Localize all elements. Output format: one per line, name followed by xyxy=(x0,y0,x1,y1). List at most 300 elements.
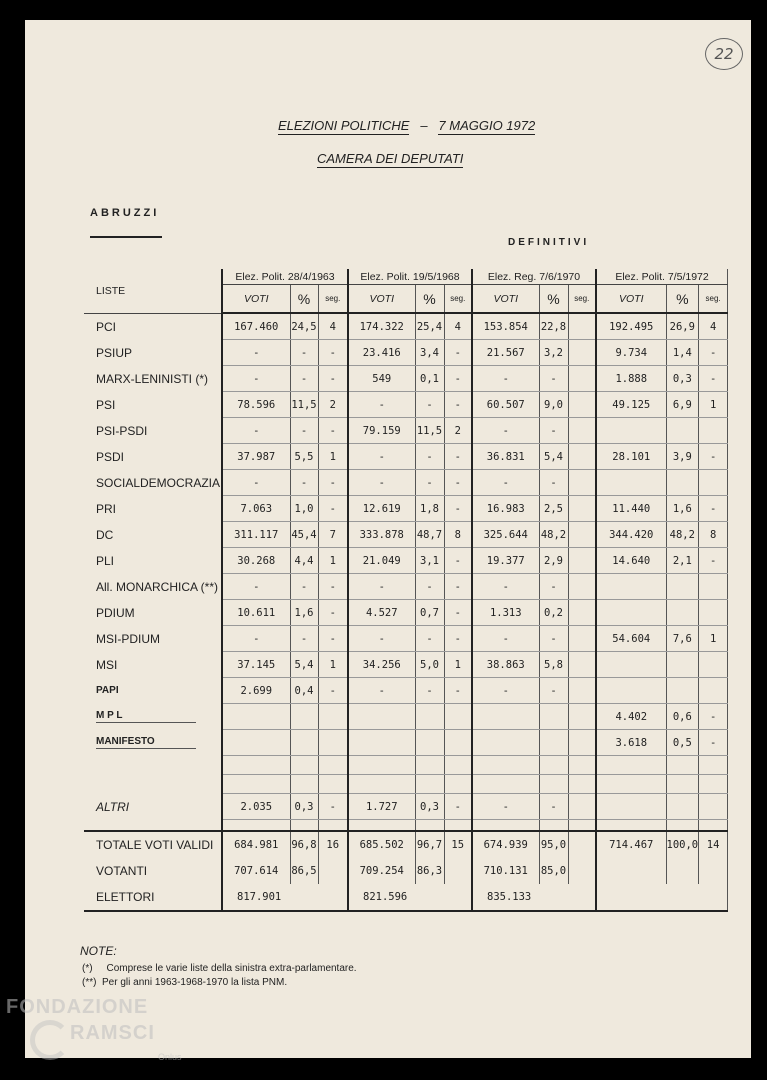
pct-cell xyxy=(666,600,699,626)
seg-cell: - xyxy=(444,626,472,652)
row-label: VOTANTI xyxy=(84,858,222,884)
pct-cell: - xyxy=(415,626,444,652)
voti-cell: 21.567 xyxy=(472,340,539,366)
title-part-2: 7 MAGGIO 1972 xyxy=(438,118,536,133)
seg-cell xyxy=(699,600,728,626)
row-label: PLI xyxy=(84,548,222,574)
seg-cell: - xyxy=(318,496,348,522)
pct-cell: 1,6 xyxy=(666,496,699,522)
pct-cell: - xyxy=(415,678,444,704)
seg-cell xyxy=(444,858,472,884)
seg-cell xyxy=(568,831,596,858)
voti-cell: 12.619 xyxy=(348,496,415,522)
seg-cell: - xyxy=(699,496,728,522)
row-label-text: MANIFESTO xyxy=(96,736,196,749)
table-row xyxy=(84,418,728,444)
pct-cell xyxy=(539,704,568,730)
voti-cell: 333.878 xyxy=(348,522,415,548)
voti-cell xyxy=(596,678,666,704)
pct-cell: 25,4 xyxy=(415,313,444,340)
seg-cell xyxy=(318,858,348,884)
voti-cell: 714.467 xyxy=(596,831,666,858)
pct-cell: - xyxy=(539,418,568,444)
pct-cell xyxy=(666,470,699,496)
voti-cell: 174.322 xyxy=(348,313,415,340)
voti-cell: 707.614 xyxy=(222,858,290,884)
liste-header: LISTE xyxy=(84,269,222,313)
voti-cell: 153.854 xyxy=(472,313,539,340)
seg-cell: - xyxy=(699,704,728,730)
seg-cell: 1 xyxy=(318,548,348,574)
voti-cell: 192.495 xyxy=(596,313,666,340)
seg-cell: - xyxy=(699,444,728,470)
pct-cell: 0,7 xyxy=(415,600,444,626)
seg-cell xyxy=(568,366,596,392)
results-table xyxy=(84,269,728,912)
seg-cell xyxy=(568,313,596,340)
watermark-line-2: RAMSCI xyxy=(70,1022,155,1044)
voti-cell: - xyxy=(472,794,539,820)
voti-header: VOTI xyxy=(596,285,666,314)
seg-cell: 15 xyxy=(444,831,472,858)
voti-cell: - xyxy=(222,418,290,444)
pct-cell: 0,3 xyxy=(415,794,444,820)
watermark-line-1: FONDAZIONE xyxy=(6,996,149,1018)
row-label: DC xyxy=(84,522,222,548)
seg-cell: 8 xyxy=(444,522,472,548)
table-row xyxy=(84,470,728,496)
seg-header: seg. xyxy=(699,285,728,314)
voti-cell: 4.527 xyxy=(348,600,415,626)
group-header: Elez. Polit. 7/5/1972 xyxy=(596,269,728,285)
seg-cell: 14 xyxy=(699,831,728,858)
voti-cell: 2.699 xyxy=(222,678,290,704)
seg-cell xyxy=(568,794,596,820)
group-header: Elez. Polit. 28/4/1963 xyxy=(222,269,348,285)
voti-cell: 38.863 xyxy=(472,652,539,678)
pct-header: % xyxy=(415,285,444,314)
pct-cell: - xyxy=(290,574,318,600)
row-label: ELETTORI xyxy=(84,884,222,911)
seg-cell: - xyxy=(444,548,472,574)
pct-cell: - xyxy=(290,626,318,652)
pct-cell: - xyxy=(415,444,444,470)
voti-cell: 28.101 xyxy=(596,444,666,470)
pct-cell: 95,0 xyxy=(539,831,568,858)
seg-cell: 4 xyxy=(699,313,728,340)
pct-cell: 24,5 xyxy=(290,313,318,340)
seg-header: seg. xyxy=(318,285,348,314)
row-label: MSI-PDIUM xyxy=(84,626,222,652)
voti-cell xyxy=(596,794,666,820)
seg-cell: - xyxy=(444,600,472,626)
seg-cell: - xyxy=(318,678,348,704)
row-label xyxy=(84,704,222,730)
pct-cell: - xyxy=(539,794,568,820)
seg-cell: - xyxy=(318,574,348,600)
seg-cell: 2 xyxy=(444,418,472,444)
blank-row xyxy=(84,775,728,794)
row-label-text: M P L xyxy=(96,710,196,723)
voti-cell: 4.402 xyxy=(596,704,666,730)
note-item xyxy=(82,963,357,974)
pct-cell: - xyxy=(290,366,318,392)
pct-cell: 0,5 xyxy=(666,730,699,756)
voti-cell: - xyxy=(472,366,539,392)
table-row xyxy=(84,522,728,548)
voti-cell: - xyxy=(348,626,415,652)
seg-cell: - xyxy=(444,574,472,600)
seg-cell xyxy=(699,470,728,496)
voti-cell: - xyxy=(472,574,539,600)
pct-cell xyxy=(666,418,699,444)
note-mark: (**) xyxy=(82,977,97,988)
row-label: TOTALE VOTI VALIDI xyxy=(84,831,222,858)
voti-cell: 34.256 xyxy=(348,652,415,678)
seg-cell xyxy=(568,496,596,522)
pct-cell: 5,4 xyxy=(539,444,568,470)
note-text: Per gli anni 1963-1968-1970 la lista PNM. xyxy=(102,977,288,988)
row-label: PRI xyxy=(84,496,222,522)
seg-cell: - xyxy=(699,366,728,392)
pct-cell: 2,5 xyxy=(539,496,568,522)
row-label xyxy=(84,730,222,756)
note-text: Comprese le varie liste della sinistra extra-parlamentare. xyxy=(106,963,357,974)
seg-cell xyxy=(568,678,596,704)
watermark-line-3: Onlus xyxy=(158,1052,182,1062)
note-mark: (*) xyxy=(82,963,93,974)
seg-cell xyxy=(568,704,596,730)
pct-cell: 0,6 xyxy=(666,704,699,730)
pct-cell: 6,9 xyxy=(666,392,699,418)
region-underline xyxy=(90,236,162,238)
seg-cell: - xyxy=(444,496,472,522)
voti-cell: 9.734 xyxy=(596,340,666,366)
seg-cell xyxy=(568,574,596,600)
seg-cell: - xyxy=(444,366,472,392)
seg-cell: - xyxy=(444,392,472,418)
elettori-cell xyxy=(596,884,728,911)
pct-cell: - xyxy=(415,574,444,600)
pct-cell: - xyxy=(415,392,444,418)
pct-cell: 0,3 xyxy=(666,366,699,392)
voti-cell xyxy=(596,418,666,444)
pct-cell: 1,6 xyxy=(290,600,318,626)
pct-cell: 0,4 xyxy=(290,678,318,704)
seg-cell xyxy=(444,704,472,730)
group-header: Elez. Reg. 7/6/1970 xyxy=(472,269,596,285)
table-row xyxy=(84,392,728,418)
pct-cell xyxy=(415,704,444,730)
row-label: PSDI xyxy=(84,444,222,470)
document-subtitle: CAMERA DEI DEPUTATI xyxy=(317,151,464,166)
pct-cell xyxy=(290,704,318,730)
seg-cell xyxy=(318,730,348,756)
pct-cell xyxy=(415,730,444,756)
seg-cell: 1 xyxy=(444,652,472,678)
pct-cell: - xyxy=(539,626,568,652)
voti-cell: - xyxy=(222,366,290,392)
voti-cell: 2.035 xyxy=(222,794,290,820)
table-row xyxy=(84,626,728,652)
elettori-cell: 835.133 xyxy=(472,884,596,911)
seg-cell: - xyxy=(444,470,472,496)
voti-cell: 684.981 xyxy=(222,831,290,858)
pct-cell: 7,6 xyxy=(666,626,699,652)
pct-cell: - xyxy=(290,340,318,366)
pct-cell: - xyxy=(290,470,318,496)
page-number-mark: 22 xyxy=(705,38,743,70)
seg-cell: 8 xyxy=(699,522,728,548)
voti-cell: 1.888 xyxy=(596,366,666,392)
pct-cell: 11,5 xyxy=(290,392,318,418)
voti-header: VOTI xyxy=(472,285,539,314)
pct-header: % xyxy=(666,285,699,314)
table-row xyxy=(84,366,728,392)
notes-heading: NOTE: xyxy=(80,944,117,958)
pct-cell: 3,4 xyxy=(415,340,444,366)
elettori-cell: 821.596 xyxy=(348,884,472,911)
pct-cell xyxy=(666,678,699,704)
pct-cell: 85,0 xyxy=(539,858,568,884)
table-row xyxy=(84,548,728,574)
voti-cell: 3.618 xyxy=(596,730,666,756)
voti-cell: 1.313 xyxy=(472,600,539,626)
seg-cell xyxy=(568,418,596,444)
group-header: Elez. Polit. 19/5/1968 xyxy=(348,269,472,285)
seg-cell: - xyxy=(699,730,728,756)
seg-cell xyxy=(699,678,728,704)
elettori-cell: 817.901 xyxy=(222,884,348,911)
seg-cell: 1 xyxy=(699,626,728,652)
seg-cell: - xyxy=(699,340,728,366)
voti-cell xyxy=(596,600,666,626)
voti-cell: 549 xyxy=(348,366,415,392)
seg-header: seg. xyxy=(444,285,472,314)
pct-cell xyxy=(666,794,699,820)
seg-header: seg. xyxy=(568,285,596,314)
seg-cell xyxy=(568,626,596,652)
seg-cell: 1 xyxy=(318,652,348,678)
pct-cell: 48,2 xyxy=(539,522,568,548)
pct-cell: - xyxy=(539,574,568,600)
voti-cell: 79.159 xyxy=(348,418,415,444)
pct-cell: - xyxy=(539,470,568,496)
pct-cell: 96,8 xyxy=(290,831,318,858)
pct-cell: - xyxy=(290,418,318,444)
voti-cell: 49.125 xyxy=(596,392,666,418)
row-label: ALTRI xyxy=(84,794,222,820)
voti-cell: - xyxy=(348,678,415,704)
status-label: DEFINITIVI xyxy=(508,237,590,248)
watermark-logo-icon xyxy=(30,1020,70,1060)
table-row xyxy=(84,704,728,730)
voti-cell xyxy=(596,652,666,678)
seg-cell: - xyxy=(444,678,472,704)
table-row xyxy=(84,652,728,678)
pct-cell: 9,0 xyxy=(539,392,568,418)
seg-cell xyxy=(444,730,472,756)
seg-cell: 1 xyxy=(318,444,348,470)
title-part-1: ELEZIONI POLITICHE xyxy=(278,118,410,133)
voti-cell: - xyxy=(222,626,290,652)
pct-cell: 11,5 xyxy=(415,418,444,444)
pct-cell xyxy=(666,858,699,884)
seg-cell: - xyxy=(318,600,348,626)
table-row xyxy=(84,730,728,756)
voti-cell: - xyxy=(472,470,539,496)
voti-cell xyxy=(222,730,290,756)
seg-cell: 1 xyxy=(699,392,728,418)
voti-cell: 19.377 xyxy=(472,548,539,574)
row-label: All. MONARCHICA (**) xyxy=(84,574,222,600)
seg-cell xyxy=(699,418,728,444)
seg-cell xyxy=(568,600,596,626)
row-label: PCI xyxy=(84,313,222,340)
seg-cell xyxy=(568,548,596,574)
voti-cell: 23.416 xyxy=(348,340,415,366)
voti-cell: - xyxy=(222,574,290,600)
voti-cell: 11.440 xyxy=(596,496,666,522)
pct-header: % xyxy=(290,285,318,314)
seg-cell: 4 xyxy=(444,313,472,340)
pct-cell: - xyxy=(539,366,568,392)
voti-cell: 21.049 xyxy=(348,548,415,574)
pct-cell: 86,5 xyxy=(290,858,318,884)
voti-cell: 14.640 xyxy=(596,548,666,574)
voti-cell xyxy=(596,858,666,884)
voti-cell: - xyxy=(472,418,539,444)
seg-cell: 7 xyxy=(318,522,348,548)
pct-cell: 2,9 xyxy=(539,548,568,574)
voti-cell: 36.831 xyxy=(472,444,539,470)
pct-cell: 4,4 xyxy=(290,548,318,574)
note-item xyxy=(82,977,287,988)
voti-cell: 674.939 xyxy=(472,831,539,858)
pct-cell: 45,4 xyxy=(290,522,318,548)
row-label: PSI-PSDI xyxy=(84,418,222,444)
pct-cell: - xyxy=(415,470,444,496)
voti-cell: 1.727 xyxy=(348,794,415,820)
pct-cell: 5,5 xyxy=(290,444,318,470)
pct-cell: 3,9 xyxy=(666,444,699,470)
voti-cell: 325.644 xyxy=(472,522,539,548)
voti-cell xyxy=(348,704,415,730)
voti-cell xyxy=(472,704,539,730)
voti-cell xyxy=(596,574,666,600)
pct-cell: 1,4 xyxy=(666,340,699,366)
voti-cell: 344.420 xyxy=(596,522,666,548)
region-label: ABRUZZI xyxy=(90,207,160,219)
seg-cell: 4 xyxy=(318,313,348,340)
voti-cell: 685.502 xyxy=(348,831,415,858)
row-label: PSIUP xyxy=(84,340,222,366)
voti-cell: - xyxy=(222,340,290,366)
seg-cell: - xyxy=(318,626,348,652)
seg-cell: - xyxy=(444,444,472,470)
table-row xyxy=(84,574,728,600)
voti-cell xyxy=(596,470,666,496)
voti-header: VOTI xyxy=(222,285,290,314)
pct-cell: 0,1 xyxy=(415,366,444,392)
seg-cell xyxy=(318,704,348,730)
pct-cell: 0,3 xyxy=(290,794,318,820)
row-label: PDIUM xyxy=(84,600,222,626)
pct-cell: 5,8 xyxy=(539,652,568,678)
voti-cell: 37.145 xyxy=(222,652,290,678)
group-header-row xyxy=(84,269,728,285)
voti-cell: - xyxy=(222,470,290,496)
seg-cell xyxy=(568,522,596,548)
seg-cell: - xyxy=(444,340,472,366)
table-row xyxy=(84,884,728,911)
table-row xyxy=(84,858,728,884)
pct-cell: 5,4 xyxy=(290,652,318,678)
seg-cell: - xyxy=(318,794,348,820)
seg-cell: - xyxy=(318,340,348,366)
table-row xyxy=(84,444,728,470)
seg-cell xyxy=(568,340,596,366)
voti-cell: - xyxy=(348,444,415,470)
voti-cell xyxy=(348,730,415,756)
seg-cell: - xyxy=(699,548,728,574)
seg-cell: - xyxy=(318,470,348,496)
pct-cell: 86,3 xyxy=(415,858,444,884)
pct-cell: 5,0 xyxy=(415,652,444,678)
voti-cell xyxy=(222,704,290,730)
table-row xyxy=(84,831,728,858)
table-row xyxy=(84,313,728,340)
seg-cell xyxy=(699,858,728,884)
table-row xyxy=(84,340,728,366)
seg-cell: - xyxy=(318,366,348,392)
voti-cell: 710.131 xyxy=(472,858,539,884)
voti-cell: 311.117 xyxy=(222,522,290,548)
title-dash: – xyxy=(420,118,428,133)
voti-cell: - xyxy=(472,678,539,704)
seg-cell xyxy=(568,444,596,470)
pct-cell xyxy=(539,730,568,756)
pct-cell xyxy=(666,652,699,678)
table-row xyxy=(84,678,728,704)
seg-cell xyxy=(568,392,596,418)
seg-cell: 2 xyxy=(318,392,348,418)
seg-cell xyxy=(568,730,596,756)
pct-cell: 48,7 xyxy=(415,522,444,548)
pct-cell: 100,0 xyxy=(666,831,699,858)
voti-cell: 16.983 xyxy=(472,496,539,522)
pct-cell: - xyxy=(539,678,568,704)
voti-cell: 54.604 xyxy=(596,626,666,652)
row-label: MARX-LENINISTI (*) xyxy=(84,366,222,392)
seg-cell: - xyxy=(444,794,472,820)
pct-cell: 2,1 xyxy=(666,548,699,574)
pct-cell: 3,1 xyxy=(415,548,444,574)
table-row xyxy=(84,600,728,626)
seg-cell: - xyxy=(318,418,348,444)
pct-header: % xyxy=(539,285,568,314)
seg-cell xyxy=(568,652,596,678)
blank-row xyxy=(84,756,728,775)
voti-cell: 30.268 xyxy=(222,548,290,574)
voti-cell: 7.063 xyxy=(222,496,290,522)
document-title xyxy=(278,118,535,133)
table-row xyxy=(84,496,728,522)
seg-cell: 16 xyxy=(318,831,348,858)
seg-cell xyxy=(699,794,728,820)
voti-cell: 167.460 xyxy=(222,313,290,340)
pct-cell: 96,7 xyxy=(415,831,444,858)
